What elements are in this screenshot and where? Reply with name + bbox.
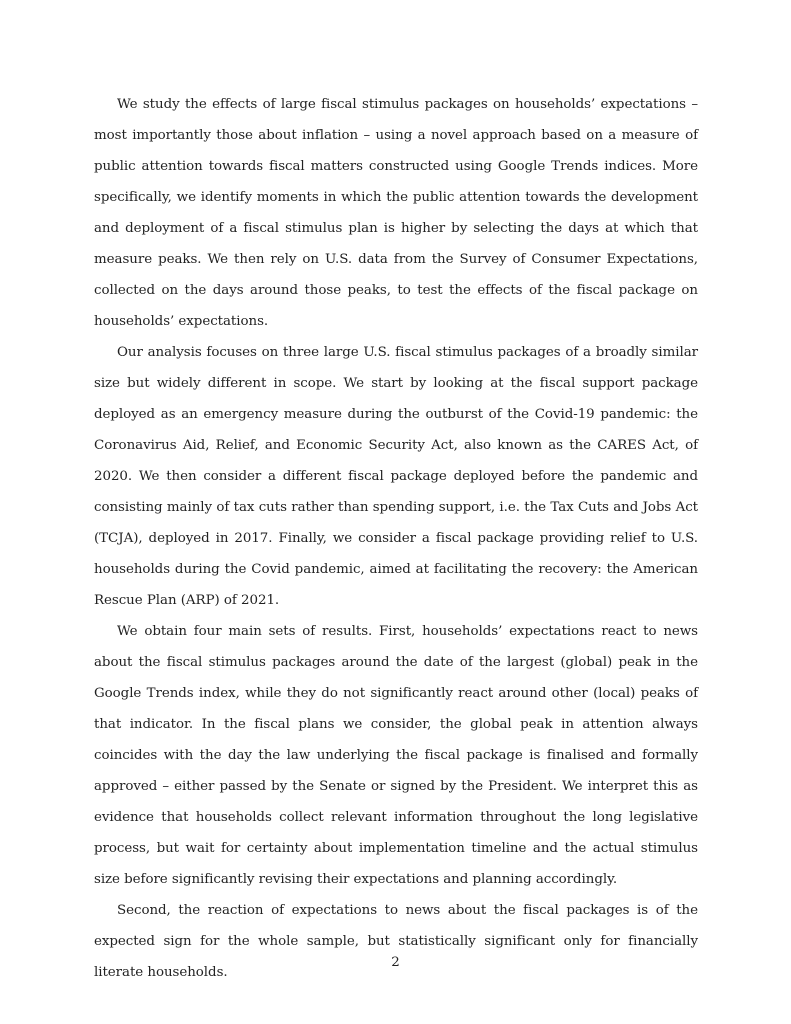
paragraph-intro: We study the effects of large fiscal stimulus packages on households’ expectations – most importantly those about inflation – using a novel approach based on a measure of public attention towards fiscal matters constructed using Google Trends indices. More specifically, we identify moments in which the public attention towards the development and deployment of a fiscal stimulus plan is higher by selecting the days at which that measure peaks. We then rely on U.S. data from the Survey of Consumer Expectations, collected on the days around those peaks, to test the effects of the fiscal package on households’ expectations. — [94, 97, 698, 329]
body-text — [94, 89, 698, 988]
paragraph-results-second: Second, the reaction of expectations to news about the fiscal packages is of the expected sign for the whole sample, but statistically significant only for financially literate households. — [94, 903, 698, 980]
paragraph-fiscal-packages: Our analysis focuses on three large U.S. fiscal stimulus packages of a broadly similar size but widely different in scope. We start by looking at the fiscal support package deployed as an emergency measure during the outburst of the Covid-19 pandemic: the Coronavirus Aid, Relief, and Economic Security Act, also known as the CARES Act, of 2020. We then consider a different fiscal package deployed before the pandemic and consisting mainly of tax cuts rather than spending support, i.e. the Tax Cuts and Jobs Act (TCJA), deployed in 2017. Finally, we consider a fiscal package providing relief to U.S. households during the Covid pandemic, aimed at facilitating the recovery: the American Rescue Plan (ARP) of 2021. — [94, 345, 698, 608]
page-number: 2 — [391, 955, 400, 970]
paragraph-results-first: We obtain four main sets of results. First, households’ expectations react to news about the fiscal stimulus packages around the date of the largest (global) peak in the Google Trends index, while they do not significantly react around other (local) peaks of that indicator. In the fiscal plans we consider, the global peak in attention always coincides with the day the law underlying the fiscal package is finalised and formally approved – either passed by the Senate or signed by the President. We interpret this as evidence that households collect relevant information throughout the long legislative process, but wait for certainty about implementation timeline and the actual stimulus size before significantly revising their expectations and planning accordingly. — [94, 624, 698, 887]
